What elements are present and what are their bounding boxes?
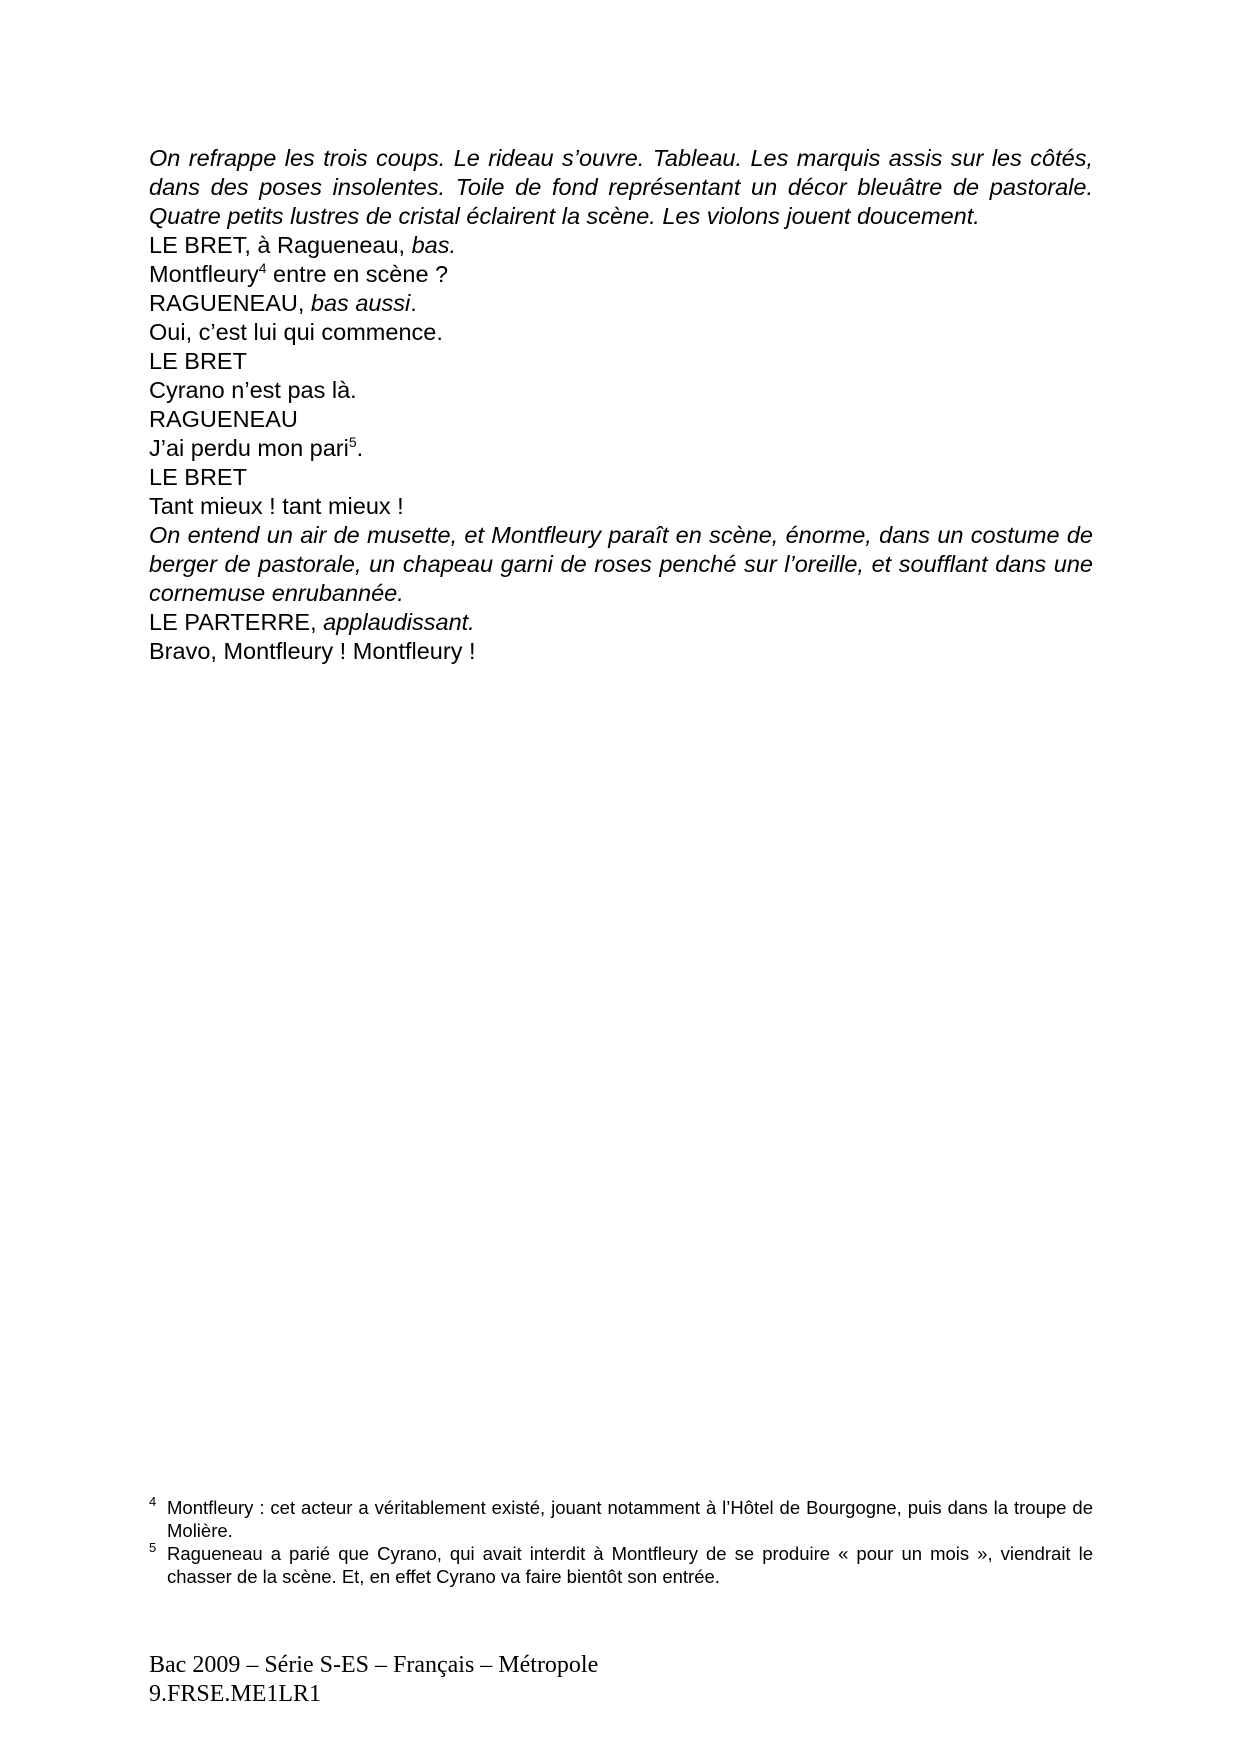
speaker-line: LE BRET	[149, 464, 247, 490]
punctuation: .	[410, 290, 417, 316]
direction: applaudissant.	[323, 609, 475, 635]
speaker: LE BRET, à Ragueneau,	[149, 232, 412, 258]
dialogue-text: .	[356, 435, 364, 461]
stage-direction	[149, 144, 1093, 231]
page-footer	[149, 1651, 598, 1709]
speaker-line	[149, 289, 1093, 318]
exam-title: Bac 2009 – Série S-ES – Français – Métropole	[149, 1652, 599, 1678]
speaker-line	[149, 231, 1093, 260]
stage-direction-text: On refrappe les trois coups. Le rideau s’ouvre. Tableau. Les marquis assis sur les côtés, dans des poses insolentes. Toile de fond représentant un décor bleuâtre de pastorale. Quatre petits lustres de cristal éclairent la scène. Les violons jouent doucement.	[149, 145, 1093, 229]
dialogue-line: Oui, c’est lui qui commence.	[149, 319, 443, 345]
footnotes	[149, 1496, 1093, 1588]
speaker: RAGUENEAU,	[149, 290, 311, 316]
speaker-line: RAGUENEAU	[149, 406, 298, 432]
dialogue-line: Tant mieux ! tant mieux !	[149, 493, 404, 519]
dialogue-line: Cyrano n’est pas là.	[149, 377, 357, 403]
speaker-line: LE BRET	[149, 348, 247, 374]
footnote-text: Ragueneau a parié que Cyrano, qui avait interdit à Montfleury de se produire « pour un mois », viendrait le chasser de la scène. Et, en effet Cyrano va faire bientôt son entrée.	[167, 1543, 1093, 1587]
speaker: LE PARTERRE,	[149, 609, 324, 635]
footnote	[149, 1542, 1093, 1588]
footnote	[149, 1496, 1093, 1542]
footnote-ref: 5	[348, 434, 357, 450]
speaker-line	[149, 608, 1093, 637]
direction: bas.	[411, 232, 457, 258]
dialogue-text: entre en scène ?	[266, 261, 449, 287]
direction: bas aussi	[310, 290, 411, 316]
dialogue-text: Montfleury	[149, 261, 259, 287]
dialogue-line: Bravo, Montfleury ! Montfleury !	[149, 638, 476, 664]
footnote-number: 4	[149, 1494, 157, 1509]
stage-direction-text: On entend un air de musette, et Montfleury paraît en scène, énorme, dans un costume de berger de pastorale, un chapeau garni de roses penché sur l’oreille, et soufflant dans une cornemuse enrubannée.	[149, 522, 1093, 606]
dialogue-line	[149, 434, 1093, 463]
stage-direction	[149, 521, 1093, 608]
play-excerpt	[149, 144, 1093, 666]
footnote-text: Montfleury : cet acteur a véritablement existé, jouant notamment à l’Hôtel de Bourgogne, puis dans la troupe de Molière.	[167, 1497, 1093, 1541]
dialogue-text: J’ai perdu mon pari	[149, 435, 349, 461]
dialogue-line	[149, 260, 1093, 289]
footnote-ref: 4	[258, 260, 267, 276]
footnote-number: 5	[149, 1540, 157, 1555]
exam-code: 9.FRSE.ME1LR1	[149, 1681, 322, 1707]
